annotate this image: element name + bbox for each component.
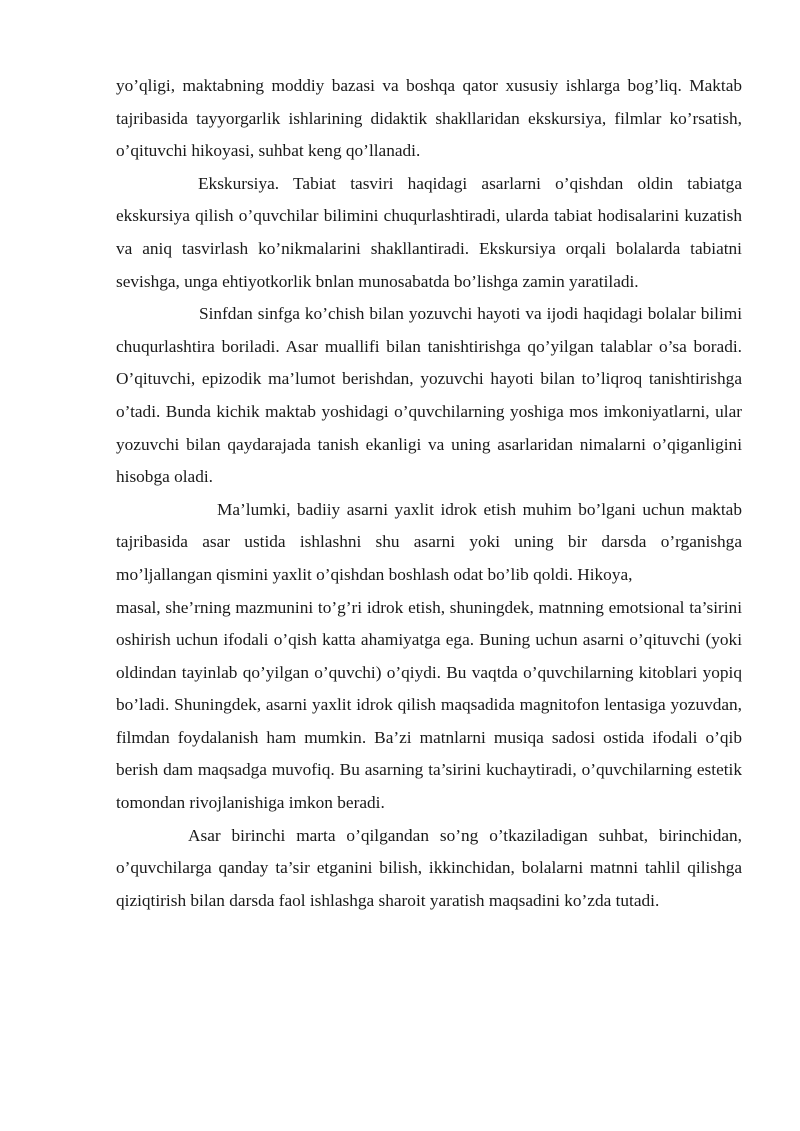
document-page [116,70,742,917]
paragraph-sinfdan-sinfga: Sinfdan sinfga ko’chish bilan yozuvchi hayoti va ijodi haqidagi bolalar bilimi chuqurlashtira boriladi. Asar muallifi bilan tanishtirishga qo’yilgan talablar o’sa boradi. O’qituvchi, epizodik ma’lumot berishdan, yozuvchi hayoti bilan to’liqroq tanishtirishga o’tadi. Bunda kichik maktab yoshidagi o’quvchilarning yoshiga mos imkoniyatlarni, ular yozuvchi bilan qaydarajada tanish ekanligi va uning asarlaridan nimalarni o’qiganligini hisobga oladi. [116,304,742,487]
paragraph-suhbat: Asar birinchi marta o’qilgandan so’ng o’tkaziladigan suhbat, birinchidan, o’quvchilarga qanday ta’sir etganini bilish, ikkinchidan, bolalarni matnni tahlil qilishga qiziqtirish bilan darsda faol ishlashga sharoit yaratish maqsadini ko’zda tutadi. [116,825,742,910]
paragraph-1: yo’qligi, maktabning moddiy bazasi va boshqa qator xususiy ishlarga bog’liq. Maktab tajribasida tayyorgarlik ishlarining didaktik shakllaridan ekskursiya, filmlar ko’rsatish, o’qituvchi hikoyasi, suhbat keng qo’llanadi. [116,76,742,161]
paragraph-ekskursiya: Ekskursiya. Tabiat tasviri haqidagi asarlarni o’qishdan oldin tabiatga ekskursiya qilish o’quvchilar bilimini chuqurlashtiradi, ularda tabiat hodisalarini kuzatish va aniq tasvirlash ko’nikmalarini shakllantiradi. Ekskursiya orqali bolalarda tabiatni sevishga, unga ehtiyotkorlik bnlan munosabatda bo’lishga zamin yaratiladi. [116,173,742,291]
paragraph-malumki: Ma’lumki, badiiy asarni yaxlit idrok etish muhim bo’lgani uchun maktab tajribasida asar ustida ishlashni shu asarni yoki uning bir darsda o’rganishga mo’ljallangan qismini yaxlit o’qishdan boshlash odat bo’lib qoldi. Hikoya, [116,499,742,584]
paragraph-masal: masal, she’rning mazmunini to’g’ri idrok etish, shuningdek, matnning emotsional ta’sirini oshirish uchun ifodali o’qish katta ahamiyatga ega. Buning uchun asarni o’qituvchi (yoki oldindan tayinlab qo’yilgan o’quvchi) o’qiydi. Bu vaqtda o’quvchilarning kitoblari yopiq bo’ladi. Shuningdek, asarni yaxlit idrok qilish maqsadida magnitofon lentasiga yozuvdan, filmdan foydalanish ham mumkin. Ba’zi matnlarni musiqa sadosi ostida ifodali o’qib berish dam maqsadga muvofiq. Bu asarning ta’sirini kuchaytiradi, o’quvchilarning estetik tomondan rivojlanishiga imkon beradi. [116,597,742,813]
